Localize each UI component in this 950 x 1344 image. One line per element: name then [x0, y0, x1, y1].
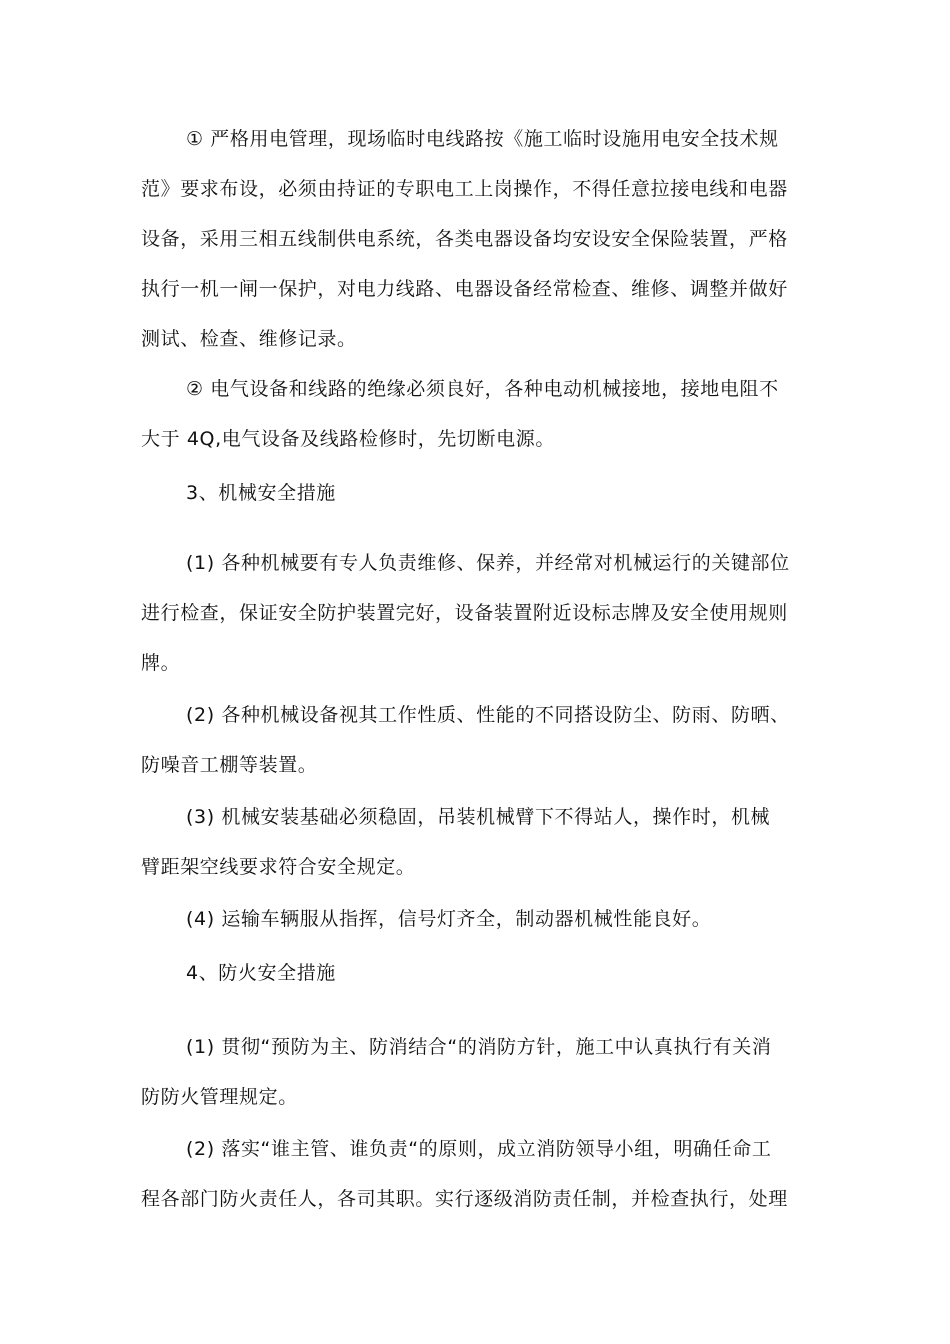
section-heading-machinery-safety: 3、机械安全措施: [186, 482, 336, 504]
paragraph-line: (2) 各种机械设备视其工作性质、性能的不同搭设防尘、防雨、防晒、: [186, 704, 790, 726]
paragraph-line: 执行一机一闸一保护，对电力线路、电器设备经常检查、维修、调整并做好: [141, 278, 788, 300]
paragraph-line: 牌。: [141, 652, 181, 674]
paragraph-vehicles: (4) 运输车辆服从指挥，信号灯齐全，制动器机械性能良好。: [186, 908, 712, 930]
paragraph-line: (1) 贯彻“预防为主、防消结合“的消防方针，施工中认真执行有关消: [186, 1036, 772, 1058]
paragraph-line: 防噪音工棚等装置。: [141, 754, 318, 776]
paragraph-line: 程各部门防火责任人，各司其职。实行逐级消防责任制，并检查执行，处理: [141, 1188, 788, 1210]
paragraph-line: (2) 落实“谁主管、谁负责“的原则，成立消防领导小组，明确任命工: [186, 1138, 772, 1160]
paragraph-line: 防防火管理规定。: [141, 1086, 298, 1108]
paragraph-line: (1) 各种机械要有专人负责维修、保养，并经常对机械运行的关键部位: [186, 552, 790, 574]
paragraph-line: 测试、检查、维修记录。: [141, 328, 357, 350]
paragraph-line: (3) 机械安装基础必须稳固，吊装机械臂下不得站人，操作时，机械: [186, 806, 771, 828]
paragraph-line: ② 电气设备和线路的绝缘必须良好，各种电动机械接地，接地电阻不: [186, 378, 779, 400]
paragraph-line: 大于 4Q,电气设备及线路检修时，先切断电源。: [141, 428, 555, 450]
paragraph-line: 范》要求布设，必须由持证的专职电工上岗操作，不得任意拉接电线和电器: [141, 178, 788, 200]
paragraph-line: 进行检查，保证安全防护装置完好，设备装置附近设标志牌及安全使用规则: [141, 602, 788, 624]
paragraph-line: 设备，采用三相五线制供电系统，各类电器设备均安设安全保险装置，严格: [141, 228, 788, 250]
section-heading-fire-safety: 4、防火安全措施: [186, 962, 336, 984]
paragraph-line: 臂距架空线要求符合安全规定。: [141, 856, 416, 878]
paragraph-line: ① 严格用电管理，现场临时电线路按《施工临时设施用电安全技术规: [186, 128, 779, 150]
